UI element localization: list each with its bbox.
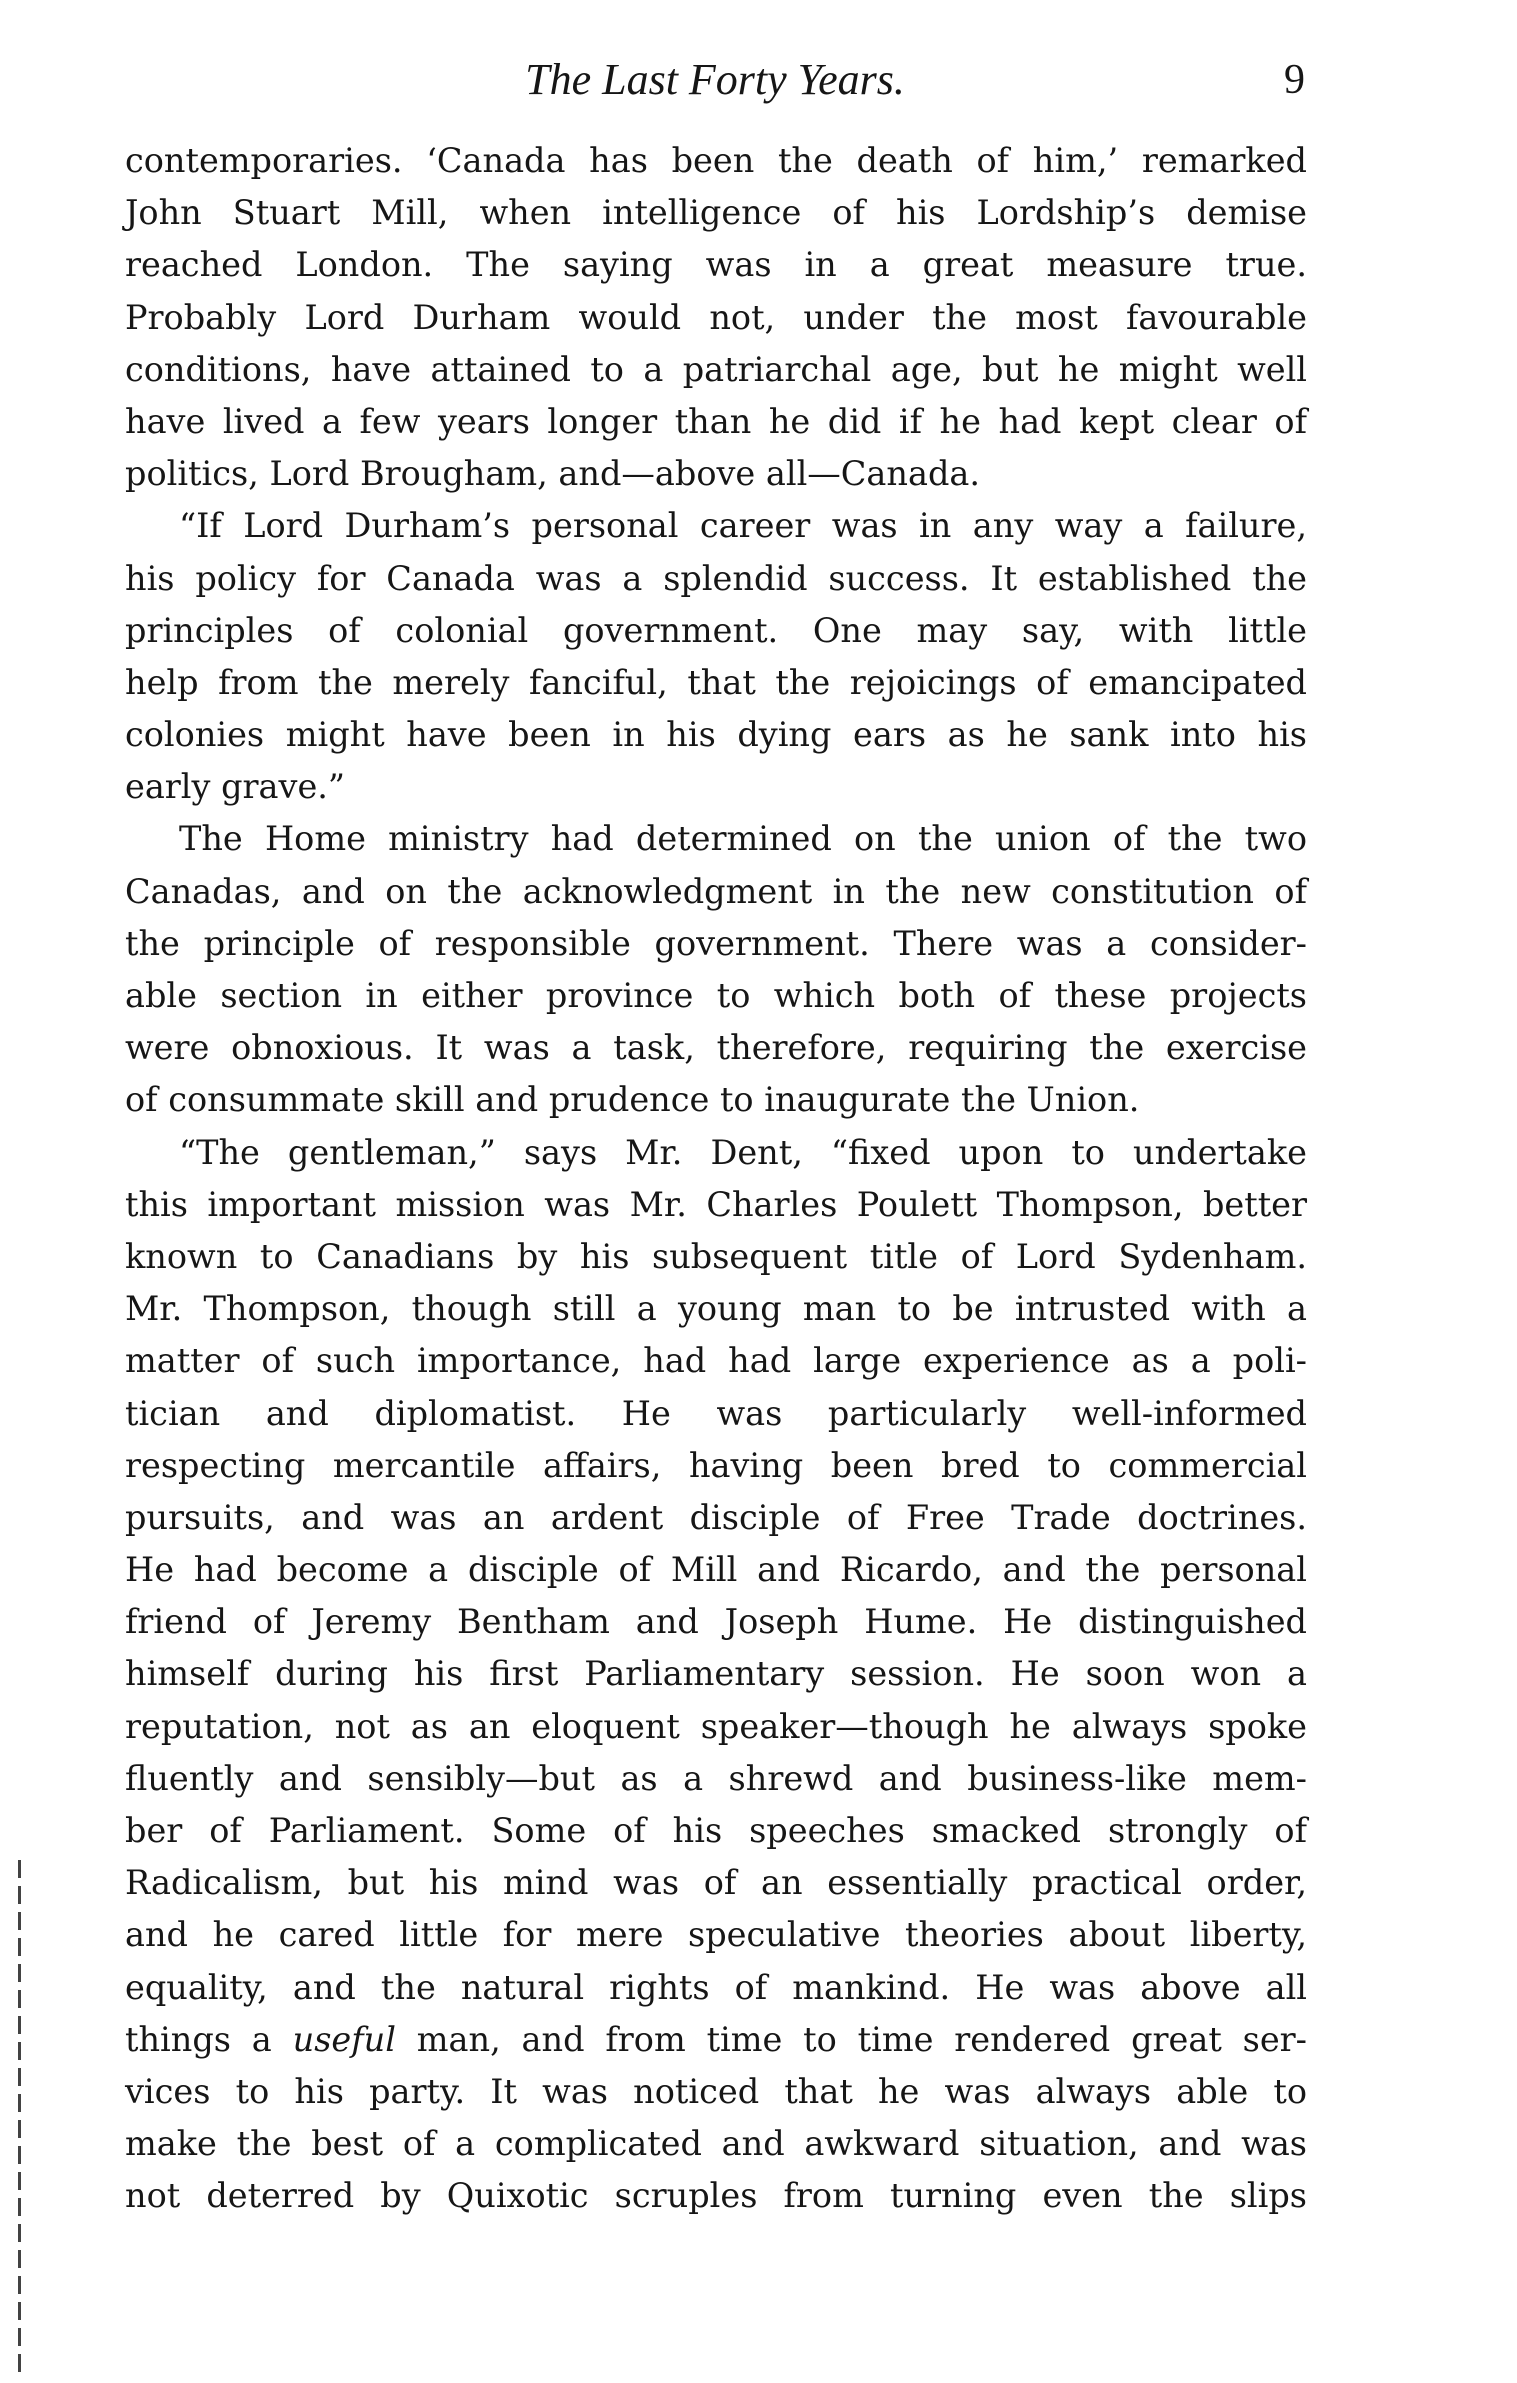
- text-line: Probably Lord Durham would not, under the most favourable: [125, 297, 1307, 337]
- text-line: able section in either province to which both of these projects: [125, 976, 1307, 1015]
- text-line: tician and diplomatist. He was particularly well-informed: [125, 1393, 1307, 1433]
- italic-emphasis: useful: [292, 2019, 396, 2059]
- text-line: The Home ministry had determined on the union of the two: [179, 819, 1307, 859]
- text-line: politics, Lord Brougham, and—above all—Canada.: [125, 454, 981, 494]
- text-line: contemporaries. ‘Canada has been the death of him,’ remarked: [125, 141, 1307, 180]
- text-line: known to Canadians by his subsequent title of Lord Sydenham.: [125, 1236, 1307, 1276]
- text-line: “If Lord Durham’s personal career was in any way a failure,: [179, 506, 1307, 546]
- text-line: make the best of a complicated and awkward situation, and was: [125, 2124, 1307, 2164]
- text-line: Canadas, and on the acknowledgment in the new constitution of: [125, 871, 1307, 911]
- text-line: ber of Parliament. Some of his speeches smacked strongly of: [125, 1811, 1307, 1850]
- text-line: colonies might have been in his dying ears as he sank into his: [125, 715, 1307, 755]
- text-line: friend of Jeremy Bentham and Joseph Hume. He distinguished: [125, 1602, 1307, 1642]
- text-line: of consummate skill and prudence to inaugurate the Union.: [125, 1080, 1140, 1120]
- text-line: this important mission was Mr. Charles Poulett Thompson, better: [125, 1184, 1307, 1224]
- text-line: He had become a disciple of Mill and Ricardo, and the personal: [125, 1550, 1307, 1590]
- text-line: conditions, have attained to a patriarchal age, but he might well: [125, 349, 1307, 389]
- text-line: [125, 2014, 1307, 2066]
- text-line: himself during his first Parliamentary session. He soon won a: [125, 1654, 1307, 1694]
- text-line: reputation, not as an eloquent speaker—though he always spoke: [125, 1706, 1307, 1746]
- text-line: were obnoxious. It was a task, therefore, requiring the exercise: [125, 1028, 1307, 1068]
- text-fragment: man, and from time to time rendered great ser-: [416, 2019, 1307, 2059]
- text-line: vices to his party. It was noticed that he was always able to: [125, 2071, 1307, 2111]
- text-line: the principle of responsible government. There was a consider-: [125, 923, 1307, 963]
- text-line: principles of colonial government. One may say, with little: [125, 610, 1307, 650]
- text-line: early grave.”: [125, 767, 346, 807]
- text-line: not deterred by Quixotic scruples from turning even the slips: [125, 2176, 1307, 2216]
- text-line: Mr. Thompson, though still a young man to be intrusted with a: [125, 1289, 1307, 1329]
- text-line: “The gentleman,” says Mr. Dent, “fixed upon to undertake: [179, 1132, 1307, 1172]
- text-line: his policy for Canada was a splendid success. It established the: [125, 558, 1307, 598]
- text-line: Radicalism, but his mind was of an essentially practical order,: [125, 1863, 1307, 1903]
- text-line: and he cared little for mere speculative theories about liberty,: [125, 1915, 1307, 1955]
- text-line: have lived a few years longer than he did if he had kept clear of: [125, 401, 1307, 441]
- text-line: help from the merely fanciful, that the rejoicings of emancipated: [125, 662, 1307, 702]
- scan-margin-mark: [18, 1860, 21, 2380]
- text-line: reached London. The saying was in a great measure true.: [125, 245, 1307, 285]
- text-line: fluently and sensibly—but as a shrewd and business-like mem-: [125, 1758, 1307, 1798]
- page-number: 9: [1284, 57, 1305, 103]
- text-line: matter of such importance, had had large experience as a poli-: [125, 1341, 1307, 1381]
- text-line: John Stuart Mill, when intelligence of his Lordship’s demise: [125, 193, 1307, 233]
- running-title: The Last Forty Years.: [525, 55, 905, 104]
- text-line: pursuits, and was an ardent disciple of Free Trade doctrines.: [125, 1497, 1307, 1537]
- text-line: equality, and the natural rights of mankind. He was above all: [125, 1967, 1307, 2007]
- running-head: [125, 50, 1305, 110]
- text-line: respecting mercantile affairs, having been bred to commercial: [125, 1445, 1307, 1485]
- body-text: [125, 135, 1307, 2223]
- text-fragment: things a: [125, 2019, 272, 2059]
